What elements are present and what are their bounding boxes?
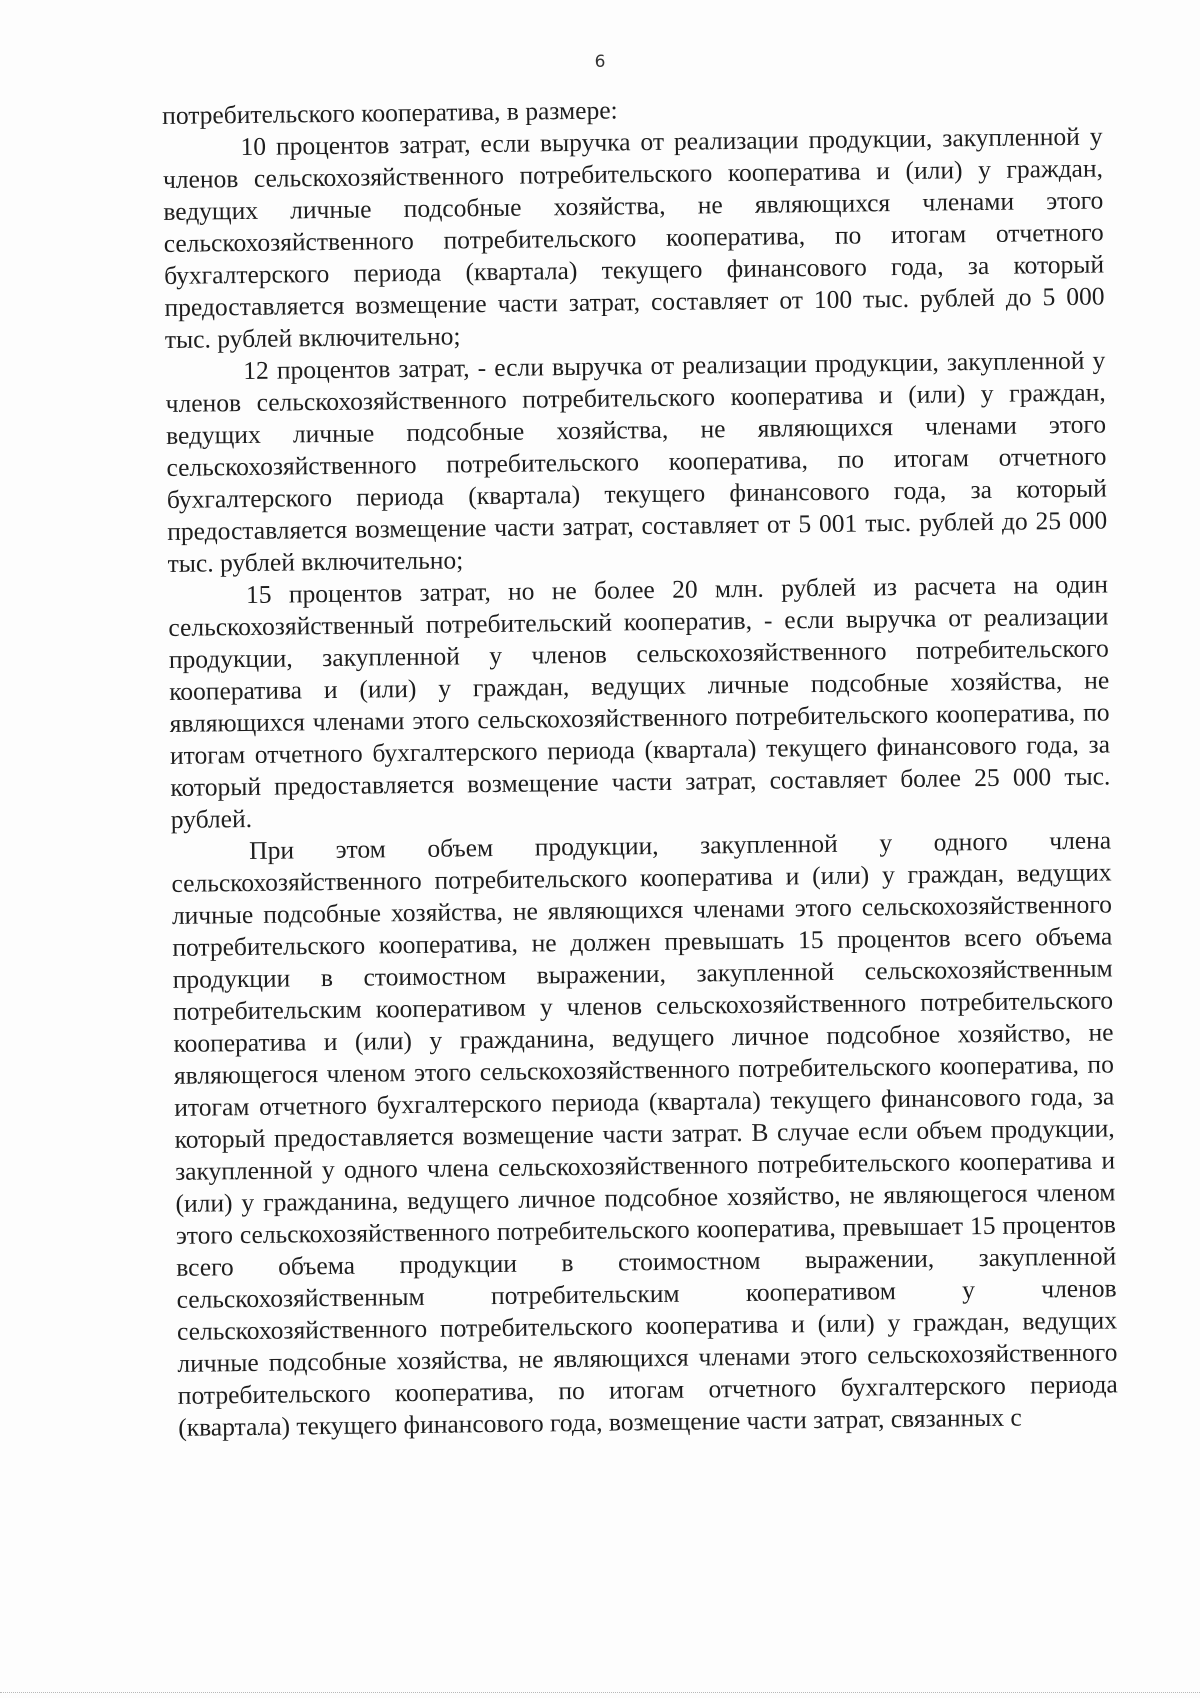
paragraph-rate-10-percent: 10 процентов затрат, если выручка от реализации продукции, закупленной у членов сельскохозяйственного потребительского кооператива и (или) у граждан, ведущих личные подсобные хозяйства, не являющихся членами этого сельскохозяйственного потребительского кооператива, по итогам отчетного бухгалтерского периода (квартала) текущего финансового года, за который предоставляется возмещение части затрат, составляет от 100 тыс. рублей до 5 000 тыс. рублей включительно;	[162, 121, 1105, 354]
paragraph-rate-12-percent: 12 процентов затрат, - если выручка от реализации продукции, закупленной у членов сельскохозяйственного потребительского кооператива и (или) у граждан, ведущих личные подсобные хозяйства, не являющихся членами этого сельскохозяйственного потребительского кооператива, по итогам отчетного бухгалтерского периода (квартала) текущего финансового года, за который предоставляется возмещение части затрат, составляет от 5 001 тыс. рублей до 25 000 тыс. рублей включительно;	[165, 345, 1108, 578]
paragraph-rate-15-percent: 15 процентов затрат, но не более 20 млн. рублей из расчета на один сельскохозяйственный потребительский кооператив, - если выручка от реализации продукции, закупленной у членов сельскохозяйственного потребительского кооператива и (или) у граждан, ведущих личные подсобные хозяйства, не являющихся членами этого сельскохозяйственного потребительского кооператива, по итогам отчетного бухгалтерского периода (квартала) текущего финансового года, за который предоставляется возмещение части затрат, составляет более 25 000 тыс. рублей.	[168, 569, 1111, 834]
page-number: 6	[594, 52, 606, 72]
scan-edge-line	[0, 1692, 1200, 1693]
paragraph-continuation: потребительского кооператива, в размере:	[162, 95, 618, 130]
document-body	[162, 89, 1118, 1444]
paragraph-volume-limit: При этом объем продукции, закупленной у одного члена сельскохозяйственного потребительского кооператива и (или) у граждан, ведущих личные подсобные хозяйства, не являющихся членами этого сельскохозяйственного потребительского кооператива, не должен превышать 15 процентов всего объема продукции в стоимостном выражении, закупленной сельскохозяйственным потребительским кооперативом у членов сельскохозяйственного потребительского кооператива и (или) у гражданина, ведущего личное подсобное хозяйство, не являющегося членом этого сельскохозяйственного потребительского кооператива, по итогам отчетного бухгалтерского периода (квартала) текущего финансового года, за который предоставляется возмещение части затрат. В случае если объем продукции, закупленной у одного члена сельскохозяйственного потребительского кооператива и (или) у гражданина, ведущего личное подсобное хозяйство, не являющегося членом этого сельскохозяйственного потребительского кооператива, превышает 15 процентов всего объема продукции в стоимостном выражении, закупленной сельскохозяйственным потребительским кооперативом у членов сельскохозяйственного потребительского кооператива и (или) у граждан, ведущих личные подсобные хозяйства, не являющихся членами этого сельскохозяйственного потребительского кооператива, по итогам отчетного бухгалтерского периода (квартала) текущего финансового года, возмещение части затрат, связанных с	[171, 825, 1118, 1442]
